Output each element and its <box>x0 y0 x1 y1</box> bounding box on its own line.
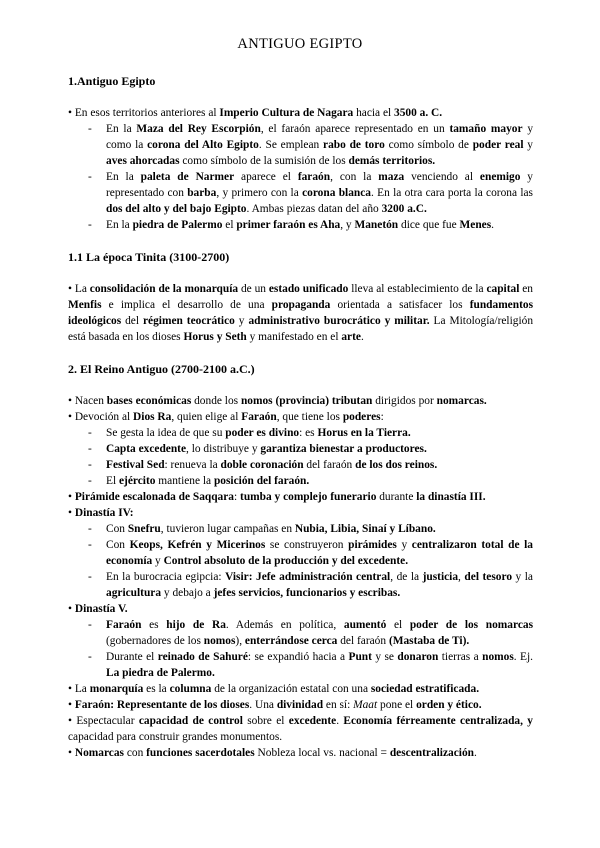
bold-text: faraón <box>297 171 331 183</box>
list-item <box>68 441 533 457</box>
text-run: • Devoción al <box>68 411 134 423</box>
dash-list <box>68 617 533 681</box>
text-run: . En la otra cara porta la corona las <box>370 187 533 199</box>
bold-text: Nomarcas <box>74 747 124 759</box>
bold-text: estado unificado <box>268 283 349 295</box>
bold-text: nomos (provincia) tributan <box>240 395 373 407</box>
text-run: durante <box>376 491 417 503</box>
text-run: del faraón <box>337 635 389 647</box>
bold-text: Festival Sed <box>106 459 165 471</box>
text-run: donde los <box>191 395 241 407</box>
bold-text: enemigo <box>479 171 521 183</box>
bullet-paragraph <box>68 681 533 697</box>
bold-text: capacidad de control <box>138 715 243 727</box>
bold-text: orden y ético. <box>416 699 482 711</box>
bold-text: régimen teocrático <box>142 315 235 327</box>
bold-text: funciones sacerdotales <box>146 747 255 759</box>
text-run: • <box>68 507 75 519</box>
bold-text: (Mastaba de Ti). <box>388 635 470 647</box>
text-run: : <box>380 411 384 423</box>
text-run: el <box>222 219 237 231</box>
text-run: , el faraón aparece representado en un <box>260 123 450 135</box>
bold-text: hijo de Ra <box>166 619 226 631</box>
list-item <box>68 649 533 681</box>
text-run: , con la <box>330 171 379 183</box>
list-item <box>68 537 533 569</box>
bold-text: tumba y complejo funerario <box>240 491 377 503</box>
section-antiguo-egipto <box>68 73 533 89</box>
text-run: con <box>123 747 147 759</box>
bold-text: Faraón <box>106 619 142 631</box>
text-run: como símbolo de <box>384 139 473 151</box>
text-run: y debajo a <box>161 587 214 599</box>
text-run: de la organización estatal con una <box>211 683 371 695</box>
text-run: : renueva la <box>164 459 221 471</box>
text-run: • Nacen <box>68 395 107 407</box>
text-run: , que tiene los <box>276 411 343 423</box>
text-run: • <box>68 491 75 503</box>
bold-text: paleta de Narmer <box>140 171 235 183</box>
bold-text: Punt <box>348 651 372 663</box>
text-run: y <box>396 539 412 551</box>
text-run: : es <box>299 427 318 439</box>
bold-text: primer faraón es Aha <box>236 219 341 231</box>
bold-text: rabo de toro <box>323 139 385 151</box>
bullet-paragraph <box>68 505 533 521</box>
bold-text: enterrándose cerca <box>244 635 338 647</box>
bold-text: de los dos reinos. <box>355 459 438 471</box>
text-run: . Una <box>249 699 277 711</box>
bold-text: Menfis <box>68 299 102 311</box>
bold-text: nomos <box>203 635 236 647</box>
list-item <box>68 521 533 537</box>
text-run: y manifestado en el <box>246 331 342 343</box>
text-run: . <box>360 331 364 343</box>
text-run: y <box>234 315 249 327</box>
text-run: • Espectacular <box>68 715 139 727</box>
text-run: En la <box>106 171 141 183</box>
text-run: • <box>68 699 75 711</box>
bold-text: Capta excedente <box>106 443 187 455</box>
list-item <box>68 121 533 169</box>
text-run: . Ambas piezas datan del año <box>246 203 382 215</box>
bullet-paragraph <box>68 105 533 121</box>
bold-text: Manetón <box>354 219 399 231</box>
text-run: La Mitología/religión está basada en los dioses <box>68 315 534 343</box>
bold-text: corona del Alto Egipto <box>147 139 259 151</box>
bold-text: posición del faraón. <box>213 475 310 487</box>
bullet-paragraph <box>68 697 533 713</box>
text-run: (gobernadores de los <box>106 635 204 647</box>
bold-text: del tesoro <box>464 571 513 583</box>
bold-text: tamaño mayor <box>449 123 523 135</box>
bold-text: Dinastía V. <box>74 603 128 615</box>
bold-text: administrativo burocrático y militar. <box>248 315 430 327</box>
section-heading: 2. El Reino Antiguo (2700-2100 a.C.) <box>68 362 255 376</box>
text-run: e implica el desarrollo de una <box>101 299 272 311</box>
text-run: El <box>106 475 119 487</box>
text-run: , de la <box>390 571 423 583</box>
bold-text: Faraón <box>241 411 277 423</box>
text-run: y se <box>371 651 398 663</box>
list-item <box>68 473 533 489</box>
text-run: de un <box>238 283 269 295</box>
bold-text: donaron <box>397 651 439 663</box>
bold-text: reinado de Sahuré <box>157 651 248 663</box>
text-run: , tuvieron lugar campañas en <box>160 523 295 535</box>
list-item <box>68 457 533 473</box>
bold-text: nomarcas. <box>436 395 487 407</box>
text-run: , y primero con la <box>216 187 303 199</box>
bold-text: ejército <box>118 475 156 487</box>
bold-text: consolidación de la monarquía <box>89 283 239 295</box>
text-run: Con <box>106 523 128 535</box>
text-run: se construyeron <box>265 539 349 551</box>
paragraph <box>68 281 533 345</box>
text-run: orientada a satisfacer los <box>330 299 470 311</box>
bold-text: Dinastía IV: <box>74 507 134 519</box>
text-run: Durante el <box>106 651 158 663</box>
document-title: ANTIGUO EGIPTO <box>237 36 363 52</box>
bold-text: corona blanca <box>302 187 371 199</box>
text-run: sobre el <box>242 715 289 727</box>
bold-text: propaganda <box>271 299 331 311</box>
bold-text: descentralización <box>389 747 474 759</box>
bold-text: Economía férreamente centralizada, y <box>343 715 533 727</box>
bold-text: poder de los nomarcas <box>409 619 534 631</box>
bullet-paragraph <box>68 409 533 425</box>
bold-text: nomos <box>482 651 514 663</box>
bold-text: Dios Ra <box>133 411 172 423</box>
bold-text: maza <box>378 171 405 183</box>
text-run: • La <box>68 683 90 695</box>
italic-text: Maat <box>353 699 378 711</box>
bold-text: Pirámide escalonada de Saqqara <box>74 491 235 503</box>
text-run: del <box>121 315 143 327</box>
text-run: y <box>523 139 534 151</box>
bold-text: barba <box>187 187 217 199</box>
text-run: . Ej. <box>513 651 534 663</box>
text-run: y la <box>512 571 533 583</box>
bold-text: dos del alto y del bajo Egipto <box>106 203 247 215</box>
dash-list <box>68 425 533 489</box>
bold-text: pirámides <box>348 539 397 551</box>
text-run: En la <box>106 123 137 135</box>
bold-text: Keops, Kefrén y Micerinos <box>129 539 266 551</box>
bold-text: jefes servicios, funcionarios y escribas. <box>213 587 401 599</box>
bold-text: capital <box>486 283 520 295</box>
text-run: Con <box>106 539 130 551</box>
list-item <box>68 617 533 649</box>
text-run: : <box>234 491 241 503</box>
bold-text: Imperio Cultura de Nagara <box>219 107 354 119</box>
text-run: como símbolo de la sumisión de los <box>179 155 349 167</box>
bold-text: monarquía <box>89 683 144 695</box>
section-reino-antiguo <box>68 361 533 377</box>
text-run: : se expandió hacia a <box>247 651 349 663</box>
bold-text: aves ahorcadas <box>106 155 180 167</box>
text-run: , <box>458 571 465 583</box>
bullet-paragraph <box>68 489 533 505</box>
bold-text: columna <box>169 683 212 695</box>
bullet-paragraph <box>68 601 533 617</box>
dash-list <box>68 121 533 233</box>
bold-text: agricultura <box>106 587 162 599</box>
text-run: • <box>68 603 75 615</box>
text-run: En la <box>106 219 133 231</box>
bold-text: piedra de Palermo <box>132 219 223 231</box>
bold-text: Maza del Rey Escorpión <box>136 123 261 135</box>
bold-text: fundamentos ideológicos <box>68 299 533 327</box>
bold-text: divinidad <box>276 699 324 711</box>
bold-text: Snefru <box>127 523 161 535</box>
bold-text: poderes <box>342 411 381 423</box>
text-run: venciendo al <box>404 171 480 183</box>
text-run: Se gesta la idea de que su <box>106 427 226 439</box>
text-run: dice que fue <box>398 219 460 231</box>
text-run: pone el <box>377 699 417 711</box>
text-run: En la burocracia egipcia: <box>106 571 226 583</box>
text-run: . <box>473 747 477 759</box>
bold-text: 3500 a. C. <box>394 107 443 119</box>
list-item <box>68 169 533 217</box>
text-run: hacia el <box>353 107 395 119</box>
dash-list <box>68 521 533 601</box>
text-run: del faraón <box>303 459 356 471</box>
bold-text: garantiza bienestar a productores. <box>260 443 427 455</box>
bold-text: poder es divino <box>225 427 300 439</box>
text-run: el <box>386 619 410 631</box>
bold-text: 3200 a.C. <box>381 203 427 215</box>
section-epoca-tinita <box>68 249 533 265</box>
list-item <box>68 425 533 441</box>
section-heading: 1.Antiguo Egipto <box>68 74 156 88</box>
text-run: . <box>336 715 344 727</box>
bold-text: Menes <box>459 219 492 231</box>
text-run: ), <box>235 635 245 647</box>
bullet-paragraph <box>68 713 533 745</box>
text-run: • <box>68 747 75 759</box>
bold-text: demás territorios. <box>348 155 436 167</box>
section-heading: 1.1 La época Tinita (3100-2700) <box>68 250 230 264</box>
bold-text: Horus en la Tierra. <box>317 427 411 439</box>
text-run: y representado con <box>106 171 534 199</box>
text-run: en <box>519 283 533 295</box>
bullet-paragraph <box>68 745 533 761</box>
text-run: • En esos territorios anteriores al <box>68 107 220 119</box>
text-run: es <box>141 619 167 631</box>
bold-text: justicia <box>422 571 459 583</box>
text-run: mantiene la <box>155 475 214 487</box>
bold-text: La piedra de Palermo. <box>106 667 215 679</box>
text-run: es la <box>143 683 170 695</box>
text-run: lleva al establecimiento de la <box>348 283 487 295</box>
text-run: tierras a <box>438 651 483 663</box>
section-1-content <box>68 105 533 233</box>
text-run: , quien elige al <box>171 411 242 423</box>
bold-text: Nubia, Libia, Sinaí y Líbano. <box>294 523 436 535</box>
bold-text: Control absoluto de la producción y del excedente. <box>163 555 409 567</box>
bold-text: Horus y Seth <box>183 331 247 343</box>
bold-text: poder real <box>472 139 524 151</box>
bold-text: Faraón: Representante de los dioses <box>74 699 250 711</box>
text-run: . Se emplean <box>258 139 324 151</box>
text-run: , y <box>340 219 355 231</box>
section-1-1-content <box>68 281 533 345</box>
bold-text: excedente <box>288 715 337 727</box>
bold-text: Visir: Jefe administración central <box>225 571 391 583</box>
bold-text: la dinastía III. <box>416 491 486 503</box>
bold-text: bases económicas <box>106 395 192 407</box>
text-run: • La <box>68 283 90 295</box>
bold-text: arte <box>341 331 361 343</box>
text-run: . Además en política, <box>225 619 344 631</box>
text-run: y como la <box>106 123 534 151</box>
section-2-content <box>68 393 533 761</box>
text-run: capacidad para construir grandes monumentos. <box>68 731 283 743</box>
text-run: y <box>152 555 164 567</box>
text-run: en sí: <box>323 699 354 711</box>
text-run: dirigidos por <box>372 395 437 407</box>
text-run: , lo distribuye y <box>186 443 261 455</box>
bold-text: centralizaron total de la economía <box>106 539 534 567</box>
bold-text: aumentó <box>343 619 387 631</box>
bullet-paragraph <box>68 393 533 409</box>
text-run: . <box>491 219 495 231</box>
bold-text: sociedad estratificada. <box>370 683 480 695</box>
text-run: Nobleza local vs. nacional = <box>254 747 390 759</box>
list-item <box>68 569 533 601</box>
text-run: aparece el <box>234 171 298 183</box>
bold-text: doble coronación <box>220 459 304 471</box>
list-item <box>68 217 533 233</box>
